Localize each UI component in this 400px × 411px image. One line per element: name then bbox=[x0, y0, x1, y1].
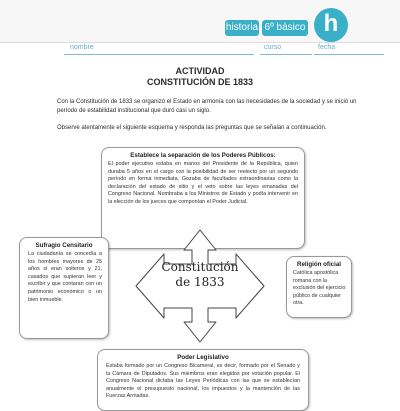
name-label: nombre bbox=[70, 44, 94, 51]
suffrage-text: La ciudadanía se concedía a los hombres mayores de 25 años si eran solteros y 21, casados que supieran leer y escribir y que contaran con un patrimonio económico o un bien inmueble. bbox=[28, 251, 102, 303]
center-label: Constitución de 1833 bbox=[161, 260, 239, 289]
legislative-text: Estaba formado por un Congreso Bicameral, es decir, formado por el Senado y la Cámara de Diputados. Sus miembros eran elegidos por votación popular. El Congreso Nacional dictaba las Leyes Periódicas con las que se establecían anualmente el presupuesto nacional, los impuestos y la mantención de las Fuerzas Armadas. bbox=[106, 363, 300, 400]
date-label: fecha bbox=[318, 44, 336, 51]
suffrage-title: Sufragio Censitario bbox=[35, 242, 93, 249]
legislative-title: Poder Legislativo bbox=[177, 354, 229, 361]
legislative-box bbox=[97, 349, 309, 411]
suffrage-box bbox=[19, 237, 109, 339]
course-field[interactable] bbox=[260, 54, 312, 55]
powers-text: El poder ejecutivo estaba en manos del Presidente de la República, quien duraba 5 años en el cargo con la posibilidad de ser reelecto por un segundo período en forma inmediata. Gozaba de facultades extraordinarias como la declaración del estado de sitio y el veto sobre las leyes emanadas del Congreso Nacional. Nombraba a los Ministros de Estado y podía intervenir en la elección de los jueces que componían el Poder Judicial. bbox=[108, 161, 298, 205]
intro-paragraph: Con la Constitución de 1833 se organizó el Estado en armonía con las necesidades de la sociedad y se inició un período de estabilidad institucional que duró casi un siglo. bbox=[57, 99, 357, 114]
instruction-paragraph: Observe atentamente el siguiente esquema y responda las preguntas que se señalan a continuación. bbox=[57, 125, 327, 131]
subject-badge: historia bbox=[225, 20, 259, 36]
name-field[interactable] bbox=[64, 54, 254, 55]
activity-title: ACTIVIDAD bbox=[175, 66, 225, 76]
course-label: curso bbox=[264, 44, 282, 51]
religion-title: Religión oficial bbox=[296, 261, 341, 268]
powers-title: Establece la separación de los Poderes Públicos: bbox=[130, 152, 276, 159]
date-field[interactable] bbox=[314, 54, 384, 55]
topic-title: CONSTITUCIÓN DE 1833 bbox=[146, 77, 254, 87]
grade-badge: 6º básico bbox=[262, 20, 308, 36]
religion-text: Católica apostólica romana con la exclusión del ejercicio público de cualquier otra. bbox=[293, 270, 346, 307]
religion-box bbox=[286, 256, 352, 318]
logo-h-icon: h bbox=[314, 8, 348, 42]
